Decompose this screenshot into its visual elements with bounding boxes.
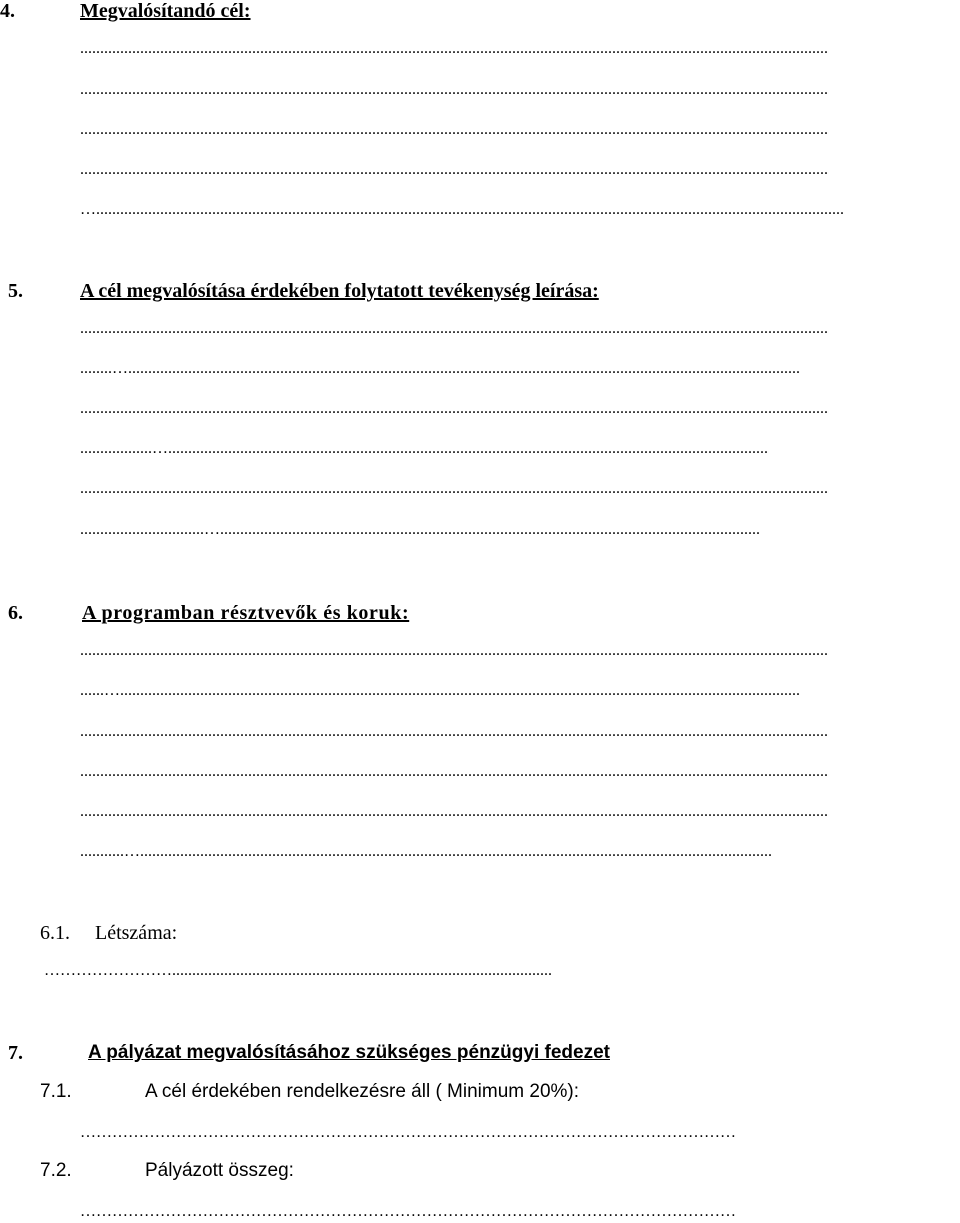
section-4-number: 4. — [0, 0, 15, 22]
fill-line: ........................................................................................................................................................................................... — [80, 723, 828, 740]
section-6-number: 6. — [8, 602, 23, 624]
section-7-title: A pályázat megvalósításához szükséges pénzügyi fedezet — [88, 1042, 610, 1063]
fill-line: ........................................................................................................................................................................................... — [80, 121, 828, 138]
fill-line: ........................................................................................................................................................................................... — [80, 40, 828, 57]
fill-line: …………………………………………………………………………………………………………… — [80, 1203, 736, 1220]
section-4-title: Megvalósítandó cél: — [80, 0, 251, 22]
fill-line: ........................................................................................................................................................................................... — [80, 480, 828, 497]
fill-line: ........................................................................................................................................................................................... — [80, 320, 828, 337]
fill-line: ........................................................................................................................................................................................... — [80, 763, 828, 780]
subsection-6-1-label: Létszáma: — [95, 922, 178, 944]
subsection-7-1-label: A cél érdekében rendelkezésre áll ( Minimum 20%): — [145, 1081, 580, 1102]
subsection-7-2-number: 7.2. — [40, 1160, 72, 1181]
fill-line: ...............................…....................................................................................................................................... — [80, 521, 760, 538]
fill-line: …………………………………………………………………………………………………………… — [80, 1124, 736, 1141]
fill-line: ........................................................................................................................................................................................... — [80, 803, 828, 820]
fill-line: ........…........................................................................................................................................................................ — [80, 360, 800, 377]
fill-line: ……………………............................................................................................... — [44, 962, 552, 979]
subsection-7-2-label: Pályázott összeg: — [145, 1160, 294, 1181]
subsection-6-1-number: 6.1. — [40, 922, 70, 944]
fill-line: ........................................................................................................................................................................................... — [80, 161, 828, 178]
fill-line: ........................................................................................................................................................................................... — [80, 400, 828, 417]
section-5-title: A cél megvalósítása érdekében folytatott tevékenység leírása: — [80, 280, 599, 302]
subsection-7-1-number: 7.1. — [40, 1081, 72, 1102]
fill-line: …........................................................................................................................................................................................... — [80, 201, 844, 218]
fill-line: ..................…...................................................................................................................................................... — [80, 440, 768, 457]
fill-line: ......….......................................................................................................................................................................... — [80, 682, 800, 699]
fill-line: ........................................................................................................................................................................................... — [80, 81, 828, 98]
section-6-title: A programban résztvevők és koruk: — [82, 602, 410, 624]
section-7-number: 7. — [8, 1042, 23, 1064]
fill-line: ........................................................................................................................................................................................... — [80, 642, 828, 659]
fill-line: ...........….............................................................................................................................................................. — [80, 843, 772, 860]
section-5-number: 5. — [8, 280, 23, 302]
